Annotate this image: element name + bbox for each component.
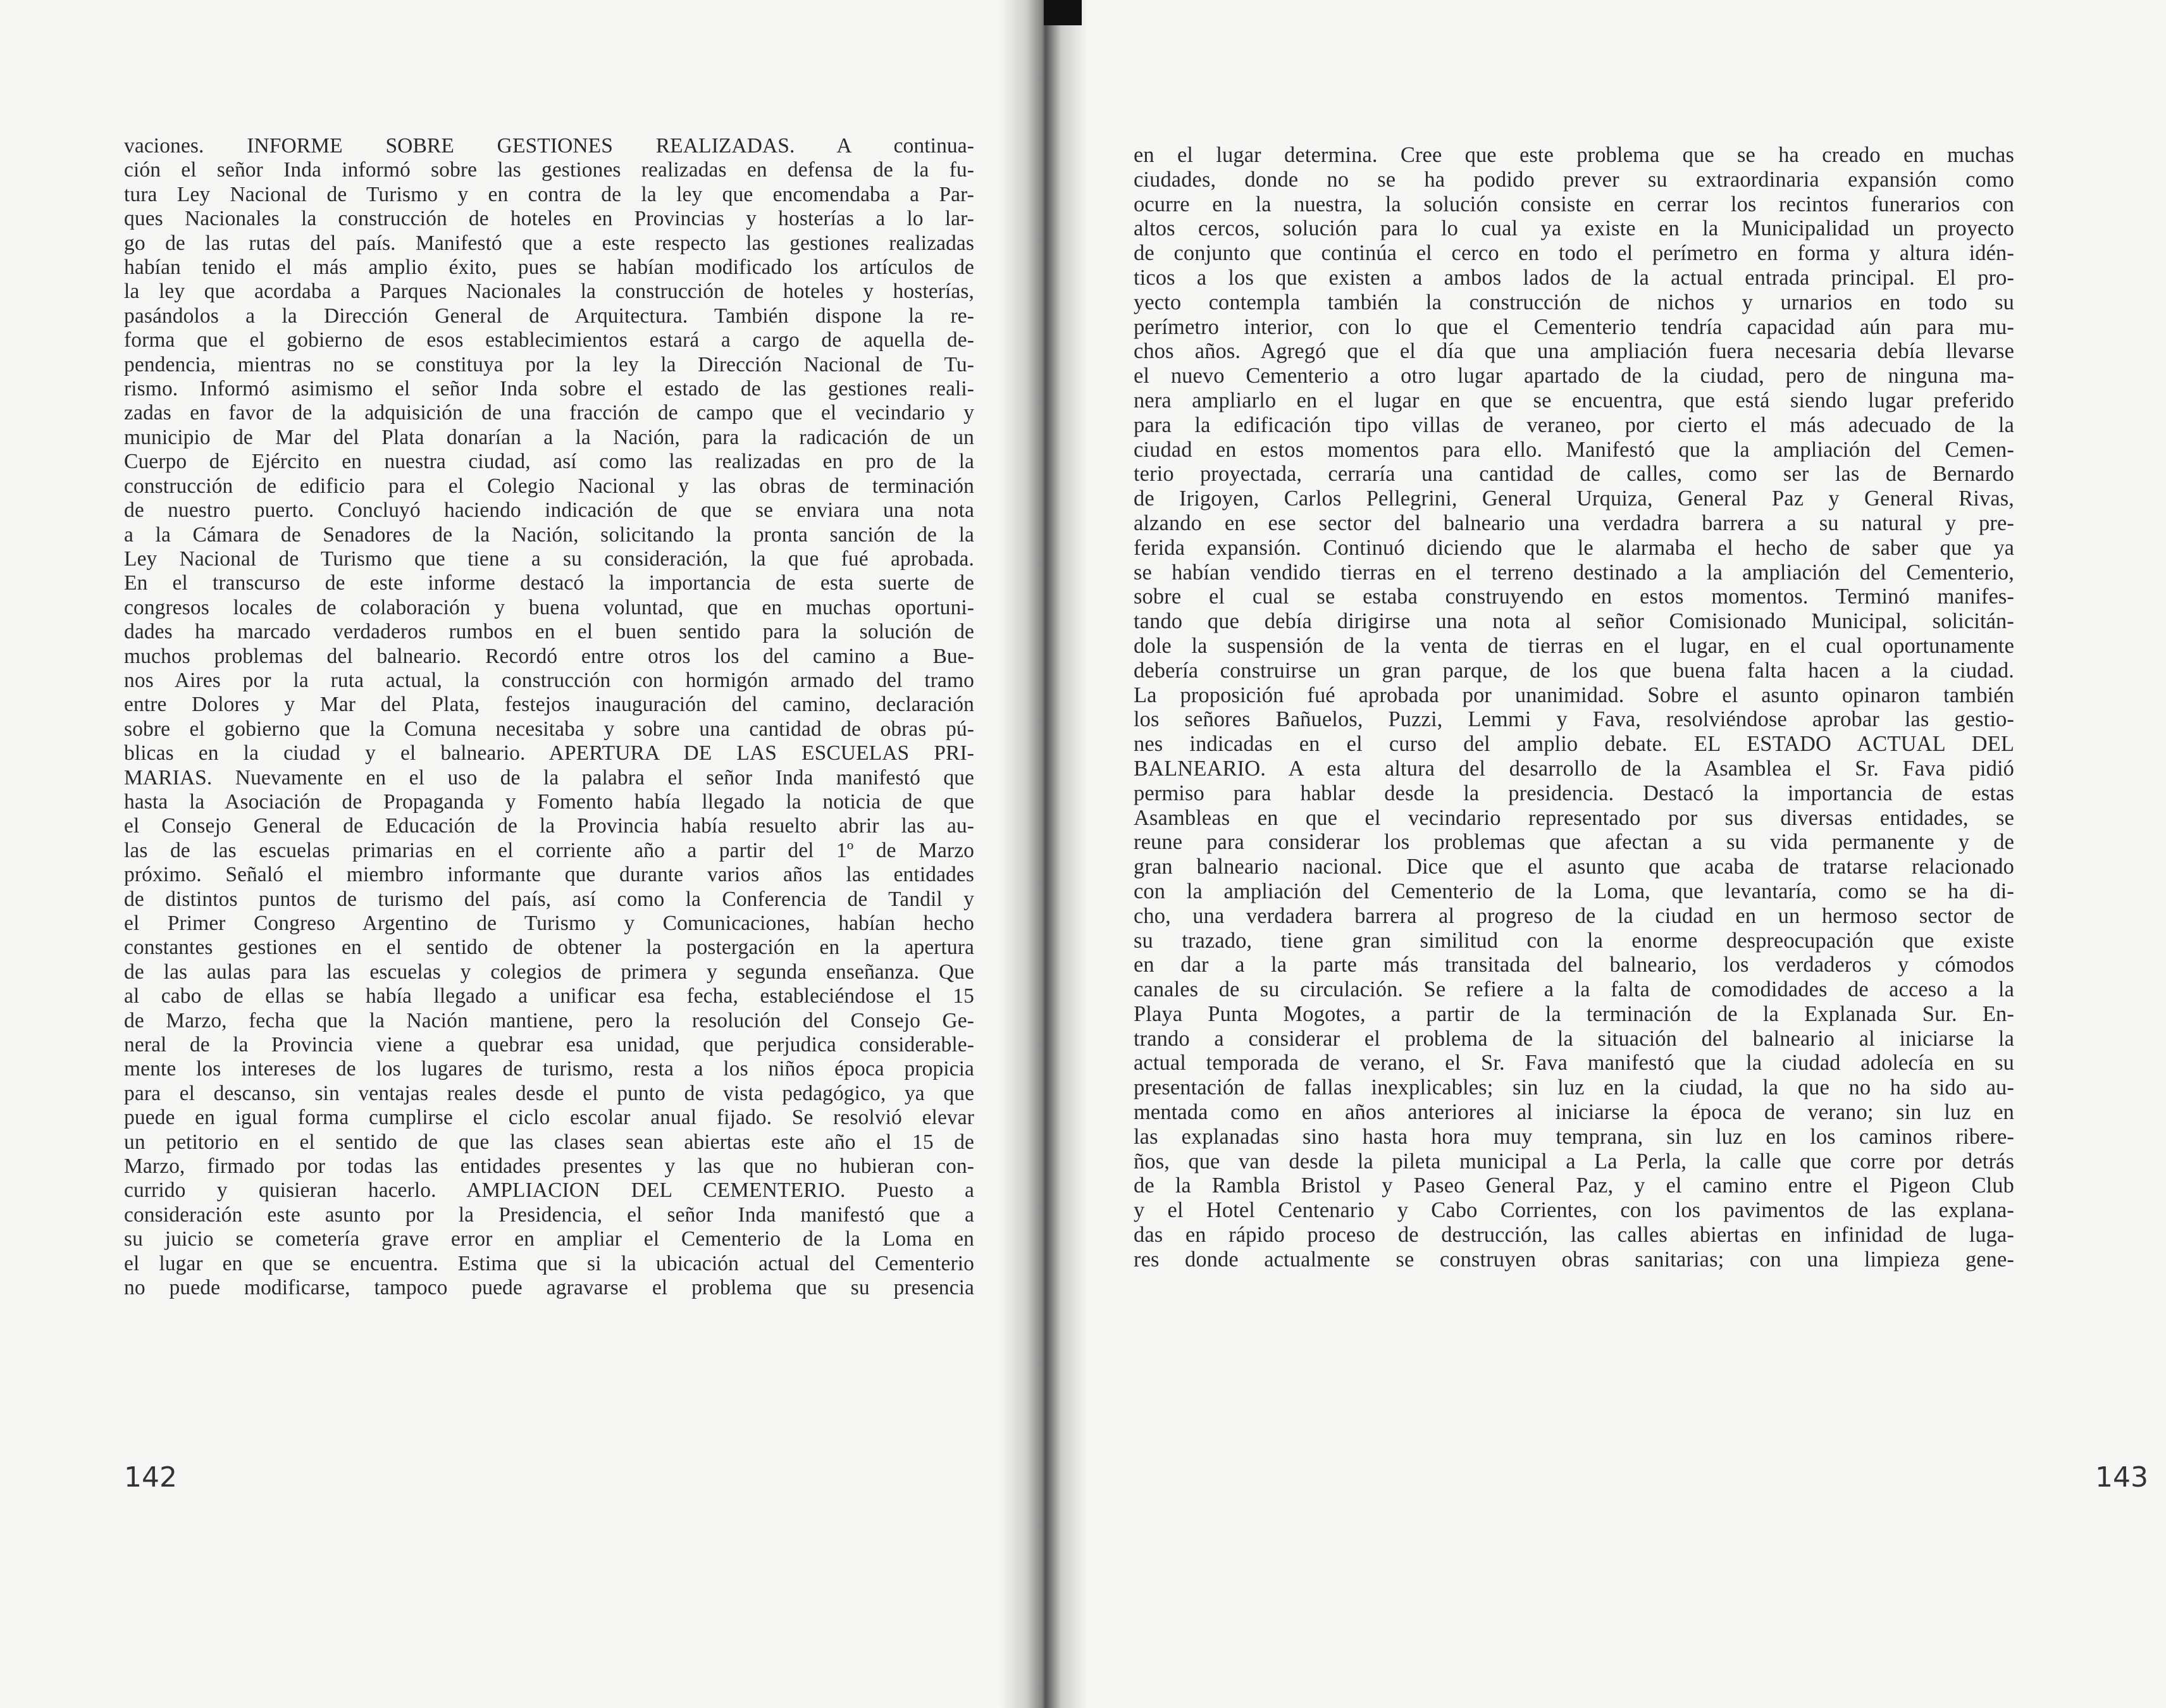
text-line: zadas en favor de la adquisición de una fracción de campo que el vecindario y <box>124 401 974 425</box>
text-line: el nuevo Cementerio a otro lugar apartado de la ciudad, pero de ninguna ma- <box>1134 364 2014 388</box>
text-line: municipio de Mar del Plata donarían a la Nación, para la radicación de un <box>124 425 974 449</box>
text-line: las de las escuelas primarias en el corriente año a partir del 1º de Marzo <box>124 838 974 862</box>
text-line: En el transcurso de este informe destacó la importancia de esta suerte de <box>124 571 974 595</box>
text-line: trando a considerar el problema de la situación del balneario al iniciarse la <box>1134 1026 2014 1051</box>
text-line: perímetro interior, con lo que el Cementerio tendría capacidad aún para mu- <box>1134 314 2014 339</box>
text-line: de conjunto que continúa el cerco en todo el perímetro en forma y altura idén- <box>1134 241 2014 266</box>
text-line: el lugar en que se encuentra. Estima que si la ubicación actual del Cementerio <box>124 1251 974 1275</box>
text-line: La proposición fué aprobada por unanimidad. Sobre el asunto opinaron también <box>1134 683 2014 707</box>
right-page <box>1037 0 2166 1708</box>
text-line: dole la suspensión de la venta de tierras en el lugar, en el cual oportunamente <box>1134 633 2014 658</box>
right-page-number: 143 <box>2095 1461 2148 1494</box>
right-page-text <box>1134 143 2014 1272</box>
text-line: terio proyectada, cerraría una cantidad de calles, como ser las de Bernardo <box>1134 462 2014 486</box>
left-page <box>0 0 1037 1708</box>
text-line: los señores Bañuelos, Puzzi, Lemmi y Fava, resolviéndose aprobar las gestio- <box>1134 707 2014 732</box>
text-line: nos Aires por la ruta actual, la construcción con hormigón armado del tramo <box>124 668 974 692</box>
text-line: consideración este asunto por la Presidencia, el señor Inda manifestó que a <box>124 1203 974 1227</box>
text-line: Ley Nacional de Turismo que tiene a su consideración, la que fué aprobada. <box>124 547 974 571</box>
text-line: próximo. Señaló el miembro informante que durante varios años las entidades <box>124 863 974 887</box>
text-line: congresos locales de colaboración y buena voluntad, que en muchas oportuni- <box>124 595 974 619</box>
text-line: muchos problemas del balneario. Recordó entre otros los del camino a Bue- <box>124 644 974 668</box>
text-line: yecto contempla también la construcción de nichos y urnarios en todo su <box>1134 290 2014 314</box>
text-line: de Marzo, fecha que la Nación mantiene, pero la resolución del Consejo Ge- <box>124 1008 974 1032</box>
text-line: ticos a los que existen a ambos lados de la actual entrada principal. El pro- <box>1134 265 2014 290</box>
text-line: hasta la Asociación de Propaganda y Fomento había llegado la noticia de que <box>124 789 974 814</box>
book-gutter <box>999 0 1088 1708</box>
text-line: rismo. Informó asimismo el señor Inda sobre el estado de las gestiones reali- <box>124 377 974 401</box>
text-line: reune para considerar los problemas que afectan a su vida permanente y de <box>1134 830 2014 855</box>
text-line: neral de la Provincia viene a quebrar esa unidad, que perjudica considerable- <box>124 1033 974 1057</box>
text-line: debería construirse un gran parque, de los que buena falta hacen a la ciudad. <box>1134 658 2014 683</box>
text-line: no puede modificarse, tampoco puede agravarse el problema que su presencia <box>124 1276 974 1300</box>
text-line: se habían vendido tierras en el terreno destinado a la ampliación del Cementerio, <box>1134 560 2014 585</box>
text-line: Asambleas en que el vecindario representado por sus diversas entidades, se <box>1134 805 2014 830</box>
text-line: puede en igual forma cumplirse el ciclo escolar anual fijado. Se resolvió elevar <box>124 1106 974 1130</box>
text-line: nes indicadas en el curso del amplio debate. EL ESTADO ACTUAL DEL <box>1134 732 2014 757</box>
text-line: el Consejo General de Educación de la Provincia había resuelto abrir las au- <box>124 814 974 838</box>
text-line: las explanadas sino hasta hora muy temprana, sin luz en los caminos ribere- <box>1134 1124 2014 1149</box>
text-line: forma que el gobierno de esos establecimientos estará a cargo de aquella de- <box>124 328 974 352</box>
left-page-text <box>124 134 974 1301</box>
text-line: pendencia, mientras no se constituya por la ley la Dirección Nacional de Tu- <box>124 352 974 376</box>
text-line: para la edificación tipo villas de veraneo, por cierto el más adecuado de la <box>1134 412 2014 437</box>
text-line: blicas en la ciudad y el balneario. APERTURA DE LAS ESCUELAS PRI- <box>124 741 974 765</box>
text-line: pasándolos a la Dirección General de Arquitectura. También dispone la re- <box>124 304 974 328</box>
text-line: ción el señor Inda informó sobre las gestiones realizadas en defensa de la fu- <box>124 158 974 182</box>
text-line: constantes gestiones en el sentido de obtener la postergación en la apertura <box>124 936 974 960</box>
text-line: al cabo de ellas se había llegado a unificar esa fecha, estableciéndose el 15 <box>124 984 974 1008</box>
text-line: su juicio se cometería grave error en ampliar el Cementerio de la Loma en <box>124 1227 974 1251</box>
text-line: con la ampliación del Cementerio de la Loma, que levantaría, como se ha di- <box>1134 879 2014 903</box>
text-line: BALNEARIO. A esta altura del desarrollo de la Asamblea el Sr. Fava pidió <box>1134 756 2014 781</box>
text-line: entre Dolores y Mar del Plata, festejos inauguración del camino, declaración <box>124 693 974 717</box>
text-line: Cuerpo de Ejército en nuestra ciudad, así como las realizadas en pro de la <box>124 450 974 474</box>
text-line: para el descanso, sin ventajas reales desde el punto de vista pedagógico, ya que <box>124 1081 974 1105</box>
text-line: Playa Punta Mogotes, a partir de la terminación de la Explanada Sur. En- <box>1134 1001 2014 1026</box>
left-page-number: 142 <box>124 1461 177 1494</box>
text-line: ferida expansión. Continuó diciendo que le alarmaba el hecho de saber que ya <box>1134 535 2014 560</box>
text-line: mente los intereses de los lugares de turismo, resta a los niños época propicia <box>124 1057 974 1081</box>
text-line: res donde actualmente se construyen obras sanitarias; con una limpieza gene- <box>1134 1247 2014 1272</box>
text-line: de nuestro puerto. Concluyó haciendo indicación de que se enviara una nota <box>124 498 974 523</box>
text-line: presentación de fallas inexplicables; sin luz en la ciudad, la que no ha sido au- <box>1134 1075 2014 1100</box>
text-line: en dar a la parte más transitada del balneario, los verdaderos y cómodos <box>1134 953 2014 977</box>
text-line: cho, una verdadera barrera al progreso de la ciudad en un hermoso sector de <box>1134 903 2014 928</box>
text-line: alzando en ese sector del balneario una verdadra barrera a su natural y pre- <box>1134 511 2014 535</box>
text-line: das en rápido proceso de destrucción, las calles abiertas en infinidad de luga- <box>1134 1223 2014 1247</box>
text-line: ciudad en estos momentos para ello. Manifestó que la ampliación del Cemen- <box>1134 437 2014 462</box>
text-line: vaciones. INFORME SOBRE GESTIONES REALIZADAS. A continua- <box>124 134 974 158</box>
text-line: sobre el cual se estaba construyendo en estos momentos. Terminó manifes- <box>1134 585 2014 609</box>
text-line: construcción de edificio para el Colegio Nacional y las obras de terminación <box>124 474 974 498</box>
text-line: MARIAS. Nuevamente en el uso de la palabra el señor Inda manifestó que <box>124 765 974 789</box>
text-line: currido y quisieran hacerlo. AMPLIACION DEL CEMENTERIO. Puesto a <box>124 1179 974 1203</box>
text-line: tando que debía dirigirse una nota al señor Comisionado Municipal, solicitán- <box>1134 609 2014 634</box>
text-line: Marzo, firmado por todas las entidades presentes y las que no hubieran con- <box>124 1154 974 1179</box>
text-line: de la Rambla Bristol y Paseo General Paz, y el camino entre el Pigeon Club <box>1134 1173 2014 1198</box>
text-line: un petitorio en el sentido de que las clases sean abiertas este año el 15 de <box>124 1130 974 1154</box>
text-line: permiso para hablar desde la presidencia. Destacó la importancia de estas <box>1134 781 2014 805</box>
text-line: chos años. Agregó que el día que una ampliación fuera necesaria debía llevarse <box>1134 339 2014 364</box>
text-line: actual temporada de verano, el Sr. Fava manifestó que la ciudad adolecía en su <box>1134 1051 2014 1075</box>
text-line: ocurre en la nuestra, la solución consiste en cerrar los recintos funerarios con <box>1134 192 2014 216</box>
text-line: de Irigoyen, Carlos Pellegrini, General Urquiza, General Paz y General Rivas, <box>1134 486 2014 511</box>
text-line: de distintos puntos de turismo del país, así como la Conferencia de Tandil y <box>124 887 974 911</box>
text-line: tura Ley Nacional de Turismo y en contra de la ley que encomendaba a Par- <box>124 182 974 206</box>
text-line: ciudades, donde no se ha podido prever su extraordinaria expansión como <box>1134 167 2014 192</box>
text-line: ños, que van desde la pileta municipal a La Perla, la calle que corre por detrás <box>1134 1149 2014 1173</box>
text-line: a la Cámara de Senadores de la Nación, solicitando la pronta sanción de la <box>124 523 974 547</box>
text-line: y el Hotel Centenario y Cabo Corrientes, con los pavimentos de las explana- <box>1134 1198 2014 1223</box>
text-line: dades ha marcado verdaderos rumbos en el buen sentido para la solución de <box>124 620 974 644</box>
text-line: ques Nacionales la construcción de hoteles en Provincias y hosterías a lo lar- <box>124 207 974 231</box>
text-line: el Primer Congreso Argentino de Turismo y Comunicaciones, habían hecho <box>124 912 974 935</box>
text-line: gran balneario nacional. Dice que el asunto que acaba de tratarse relacionado <box>1134 855 2014 879</box>
text-line: sobre el gobierno que la Comuna necesitaba y sobre una cantidad de obras pú- <box>124 717 974 741</box>
text-line: altos cercos, solución para lo cual ya existe en la Municipalidad un proyecto <box>1134 216 2014 241</box>
text-line: en el lugar determina. Cree que este problema que se ha creado en muchas <box>1134 143 2014 167</box>
text-line: mentada como en años anteriores al iniciarse la época de verano; sin luz en <box>1134 1100 2014 1125</box>
text-line: nera ampliarlo en el lugar en que se encuentra, que está siendo lugar preferido <box>1134 388 2014 412</box>
text-line: canales de su circulación. Se refiere a la falta de comodidades de acceso a la <box>1134 977 2014 1002</box>
text-line: go de las rutas del país. Manifestó que a este respecto las gestiones realizadas <box>124 231 974 255</box>
text-line: su trazado, tiene gran similitud con la enorme despreocupación que existe <box>1134 928 2014 953</box>
text-line: de las aulas para las escuelas y colegios de primera y segunda enseñanza. Que <box>124 960 974 984</box>
text-line: la ley que acordaba a Parques Nacionales la construcción de hoteles y hosterías, <box>124 280 974 304</box>
gutter-top-edge <box>1044 0 1082 25</box>
text-line: habían tenido el más amplio éxito, pues se habían modificado los artículos de <box>124 256 974 280</box>
